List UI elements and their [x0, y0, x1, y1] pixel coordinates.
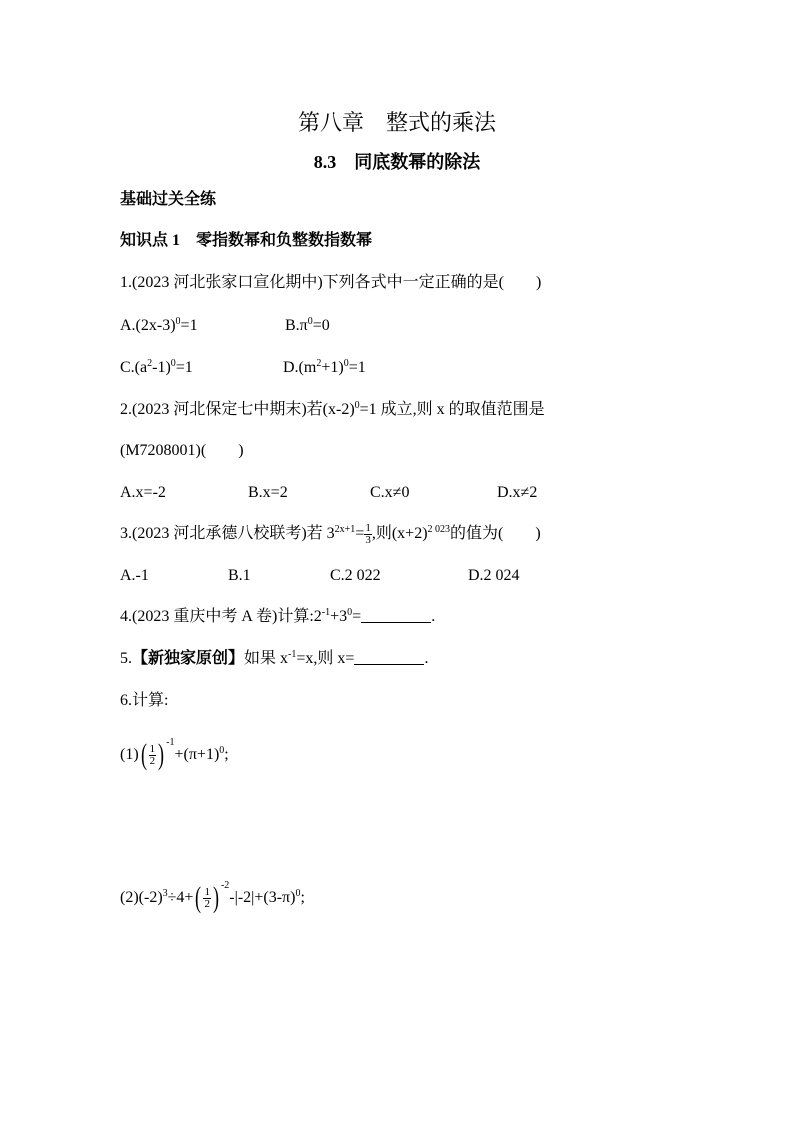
- q5-original-tag: 【新独家原创】: [132, 650, 245, 667]
- q4-answer-blank[interactable]: [361, 608, 431, 623]
- q2-stem-line2: (M7208001)( ): [120, 442, 244, 459]
- q3-option-a: A.-1: [120, 567, 149, 584]
- q5-stem: 5.【新独家原创】如果 $x^{-1}=x$,则 x= .: [120, 649, 429, 667]
- q6-part2: $(2)(-2)^3\div 4+$( $\frac{1}{2}$ ) $^{-2}-|-2|+(3-\pi)^0$;: [120, 880, 305, 915]
- section-title: 8.3 同底数幂的除法: [313, 152, 481, 172]
- q1-option-b: $B.\pi^0=0$: [285, 316, 330, 334]
- q1-option-c: $C.(a^2-1)^0=1$: [120, 358, 193, 376]
- q3-option-d: D.2 024: [468, 567, 520, 584]
- q3-option-c: C.2 022: [330, 567, 381, 584]
- q3-stem: 3.(2023 河北承德八校联考)若 $3^{2x+1}=$ $\frac{1}{3}$ ,则$(x+2)^{2 023}$的值为( ): [120, 522, 541, 546]
- q4-stem: 4.(2023 重庆中考 A 卷)计算$:2^{-1}+3^0=$ .: [120, 607, 436, 625]
- q2-option-b: B.x=2: [248, 484, 288, 501]
- q2-option-a: A.x=-2: [120, 484, 166, 501]
- q2-option-c: C.x≠0: [370, 484, 410, 501]
- q1-stem: 1.(2023 河北张家口宣化期中)下列各式中一定正确的是( ): [120, 274, 542, 291]
- q5-answer-blank[interactable]: [354, 650, 424, 665]
- q3-fraction: $\frac{1}{3}$: [365, 522, 371, 546]
- q1-option-d: $D.(m^2+1)^0=1$: [283, 358, 366, 376]
- q2-stem: 2.(2023 河北保定七中期末)若$(x-2)^0=1$ 成立,则 x 的取值范围是: [120, 400, 545, 418]
- section-label: 基础过关全练: [120, 191, 217, 208]
- q2-option-d: D.x≠2: [497, 484, 538, 501]
- knowledge-point: 知识点 1 零指数幂和负整数指数幂: [120, 232, 373, 249]
- q1-option-a: $A.(2x-3)^0=1$: [120, 316, 198, 334]
- q6-stem: 6.计算:: [120, 692, 169, 709]
- chapter-title: 第八章 整式的乘法: [297, 110, 496, 135]
- q6-part1: (1)( $\frac{1}{2}$ ) $^{-1}+(\pi+1)^0$;: [120, 737, 229, 772]
- q3-option-b: B.1: [228, 567, 251, 584]
